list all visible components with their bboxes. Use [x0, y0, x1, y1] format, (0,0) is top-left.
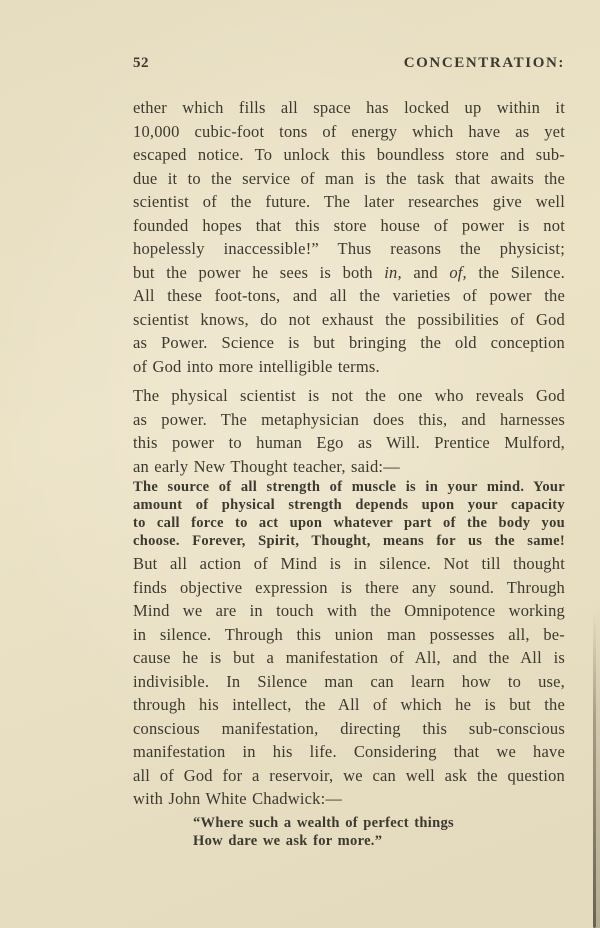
- page-header: [133, 55, 565, 72]
- text-line: indivisible. In Silence man can learn how to use,: [133, 671, 565, 691]
- text-line: Mind we are in touch with the Omnipotence working: [133, 601, 565, 620]
- text-line: scientist knows, do not exhaust the possibilities of God: [133, 309, 565, 329]
- text-line: amount of physical strength depends upon your capacity: [133, 497, 565, 513]
- text-line: founded hopes that this store house of power is not: [133, 215, 565, 235]
- text-line: to call force to act upon whatever part of the body you: [133, 515, 565, 531]
- text-line: manifestation in his life. Considering that we have: [133, 742, 565, 761]
- text-line: escaped notice. To unlock this boundless store and sub-: [133, 145, 565, 164]
- mulford-quote-block: [133, 478, 565, 550]
- text-line: But all action of Mind is in silence. Not till thought: [133, 554, 565, 573]
- page-number: 52: [133, 55, 149, 71]
- text-column: [133, 0, 565, 928]
- text-line: scientist of the future. The later researches give well: [133, 192, 565, 211]
- text-line: due it to the service of man is the task that awaits the: [133, 168, 565, 188]
- text-line: All these foot-tons, and all the varieties of power the: [133, 286, 565, 305]
- text-line: this power to human Ego as Will. Prentice Mulford,: [133, 433, 565, 452]
- running-title: CONCENTRATION:: [403, 55, 565, 71]
- text-line: “Where such a wealth of perfect things: [193, 815, 454, 831]
- page-edge-shading: [596, 600, 600, 928]
- text-line: with John White Chadwick:—: [133, 789, 343, 808]
- text-line: as Power. Science is but bringing the old conception: [133, 333, 565, 352]
- text-line: conscious manifestation, directing this sub-conscious: [133, 718, 565, 738]
- text-line: 10,000 cubic-foot tons of energy which have as yet: [133, 121, 565, 141]
- text-line: through his intellect, the All of which he is but the: [133, 695, 565, 714]
- page-edge-line: [593, 610, 596, 928]
- paragraph-ether-energy: [133, 96, 565, 378]
- text-line: hopelessly inaccessible!” Thus reasons the physicist;: [133, 239, 565, 258]
- text-line: but the power he sees is both in, and of, the Silence.: [133, 262, 565, 282]
- text-line: How dare we ask for more.”: [193, 833, 383, 849]
- text-line: as power. The metaphysician does this, and harnesses: [133, 409, 565, 429]
- text-line: finds objective expression is there any sound. Through: [133, 577, 565, 597]
- text-line: choose. Forever, Spirit, Thought, means for us the same!: [133, 533, 565, 549]
- text-line: ether which fills all space has locked up within it: [133, 98, 565, 117]
- paragraph-action-of-mind: [133, 552, 565, 811]
- text-line: cause he is but a manifestation of All, and the All is: [133, 648, 565, 667]
- text-line: The source of all strength of muscle is in your mind. Your: [133, 479, 565, 495]
- text-line: an early New Thought teacher, said:—: [133, 456, 400, 476]
- text-line: all of God for a reservoir, we can well ask the question: [133, 765, 565, 785]
- chadwick-verse-quote: [193, 814, 565, 850]
- text-line: The physical scientist is not the one who reveals God: [133, 386, 565, 405]
- text-line: of God into more intelligible terms.: [133, 356, 380, 376]
- paragraph-physical-scientist: [133, 384, 565, 478]
- text-line: in silence. Through this union man possesses all, be-: [133, 624, 565, 644]
